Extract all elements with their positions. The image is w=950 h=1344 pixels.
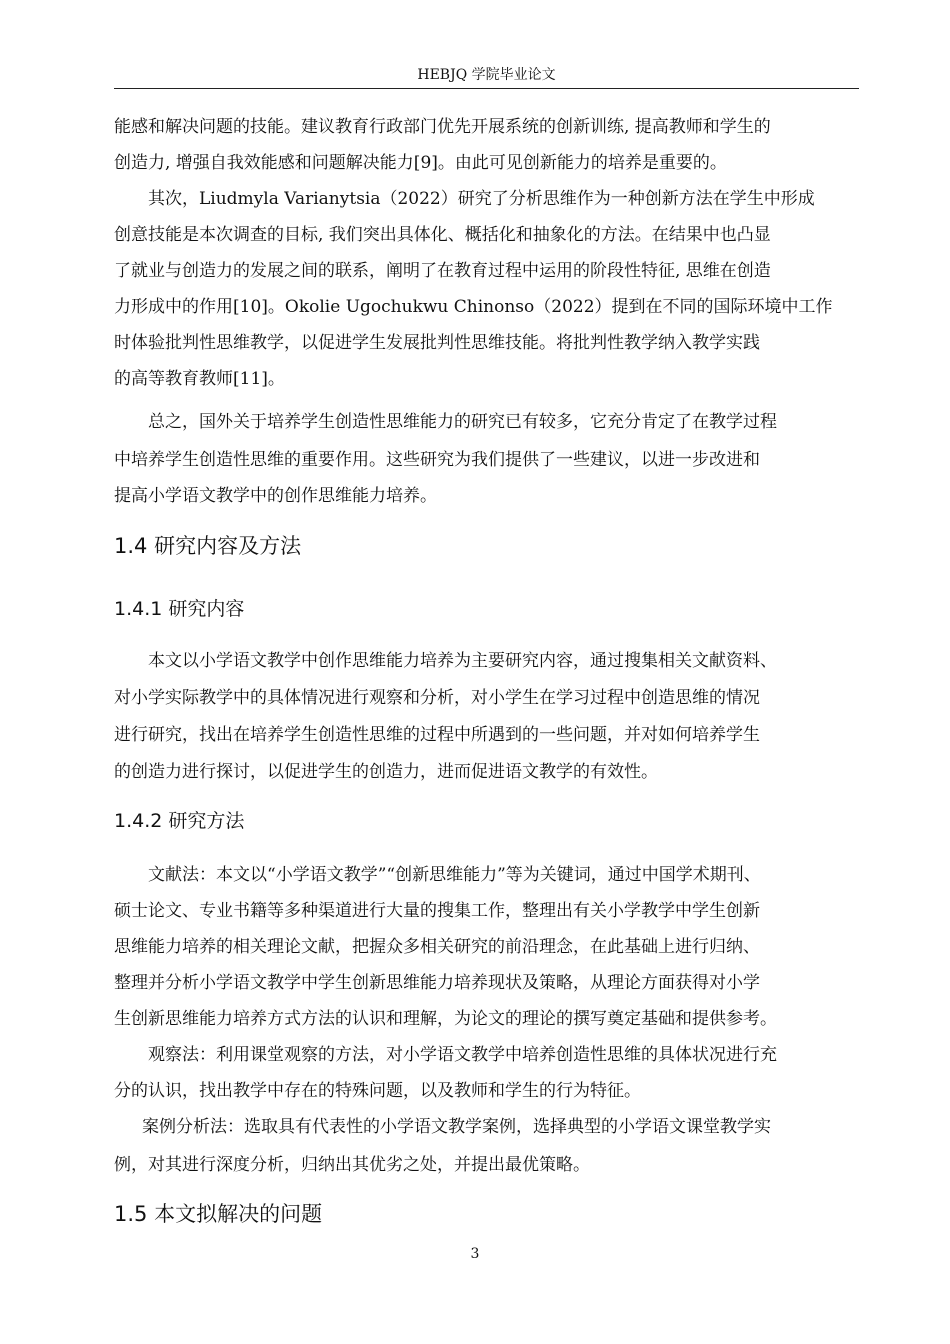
text-line: 时体验批判性思维教学，以促进学生发展批判性思维技能。将批判性教学纳入教学实践 [114,333,760,353]
text-line: 的高等教育教师[11]。 [114,369,285,389]
text-line: 整理并分析小学语文教学中学生创新思维能力培养现状及策略，从理论方面获得对小学 [114,973,760,993]
page-number: 3 [470,1246,480,1262]
text-line: 的创造力进行探讨，以促进学生的创造力，进而促进语文教学的有效性。 [114,762,658,782]
text-line: 提高小学语文教学中的创作思维能力培养。 [114,486,437,506]
text-line: 案例分析法：选取具有代表性的小学语文教学案例，选择典型的小学语文课堂教学实 [142,1117,771,1137]
section-heading-1-5: 1.5 本文拟解决的问题 [114,1202,323,1226]
text-line: 总之，国外关于培养学生创造性思维能力的研究已有较多，它充分肯定了在教学过程 [148,412,777,432]
text-line: 对小学实际教学中的具体情况进行观察和分析，对小学生在学习过程中创造思维的情况 [114,688,760,708]
text-line: 进行研究，找出在培养学生创造性思维的过程中所遇到的一些问题，并对如何培养学生 [114,725,760,745]
text-line: 中培养学生创造性思维的重要作用。这些研究为我们提供了一些建议，以进一步改进和 [114,450,760,470]
section-heading-1-4-2: 1.4.2 研究方法 [114,810,245,832]
text-line: 创造力, 增强自我效能感和问题解决能力[9]。由此可见创新能力的培养是重要的。 [114,153,727,173]
text-line: 力形成中的作用[10]。Okolie Ugochukwu Chinonso（2022）提到在不同的国际环境中工作 [114,297,833,317]
page-header: HEBJQ 学院毕业论文 [114,62,859,89]
text-line: 本文以小学语文教学中创作思维能力培养为主要研究内容，通过搜集相关文献资料、 [148,651,777,671]
text-line: 其次，Liudmyla Varianytsia（2022）研究了分析思维作为一种创新方法在学生中形成 [148,189,815,209]
text-line: 创意技能是本次调查的目标, 我们突出具体化、概括化和抽象化的方法。在结果中也凸显 [114,225,771,245]
text-line: 分的认识，找出教学中存在的特殊问题，以及教师和学生的行为特征。 [114,1081,641,1101]
section-heading-1-4: 1.4 研究内容及方法 [114,534,302,558]
text-line: 思维能力培养的相关理论文献，把握众多相关研究的前沿理念，在此基础上进行归纳、 [114,937,760,957]
text-line: 能感和解决问题的技能。建议教育行政部门优先开展系统的创新训练, 提高教师和学生的 [114,117,771,137]
text-line: 硕士论文、专业书籍等多种渠道进行大量的搜集工作，整理出有关小学教学中学生创新 [114,901,760,921]
text-line: 了就业与创造力的发展之间的联系，阐明了在教育过程中运用的阶段性特征, 思维在创造 [114,261,771,281]
text-line: 文献法：本文以“小学语文教学”“创新思维能力”等为关键词，通过中国学术期刊、 [148,865,761,885]
text-line: 例，对其进行深度分析，归纳出其优劣之处，并提出最优策略。 [114,1155,590,1175]
text-line: 生创新思维能力培养方式方法的认识和理解，为论文的理论的撰写奠定基础和提供参考。 [114,1009,777,1029]
section-heading-1-4-1: 1.4.1 研究内容 [114,598,245,620]
text-line: 观察法：利用课堂观察的方法，对小学语文教学中培养创造性思维的具体状况进行充 [148,1045,777,1065]
